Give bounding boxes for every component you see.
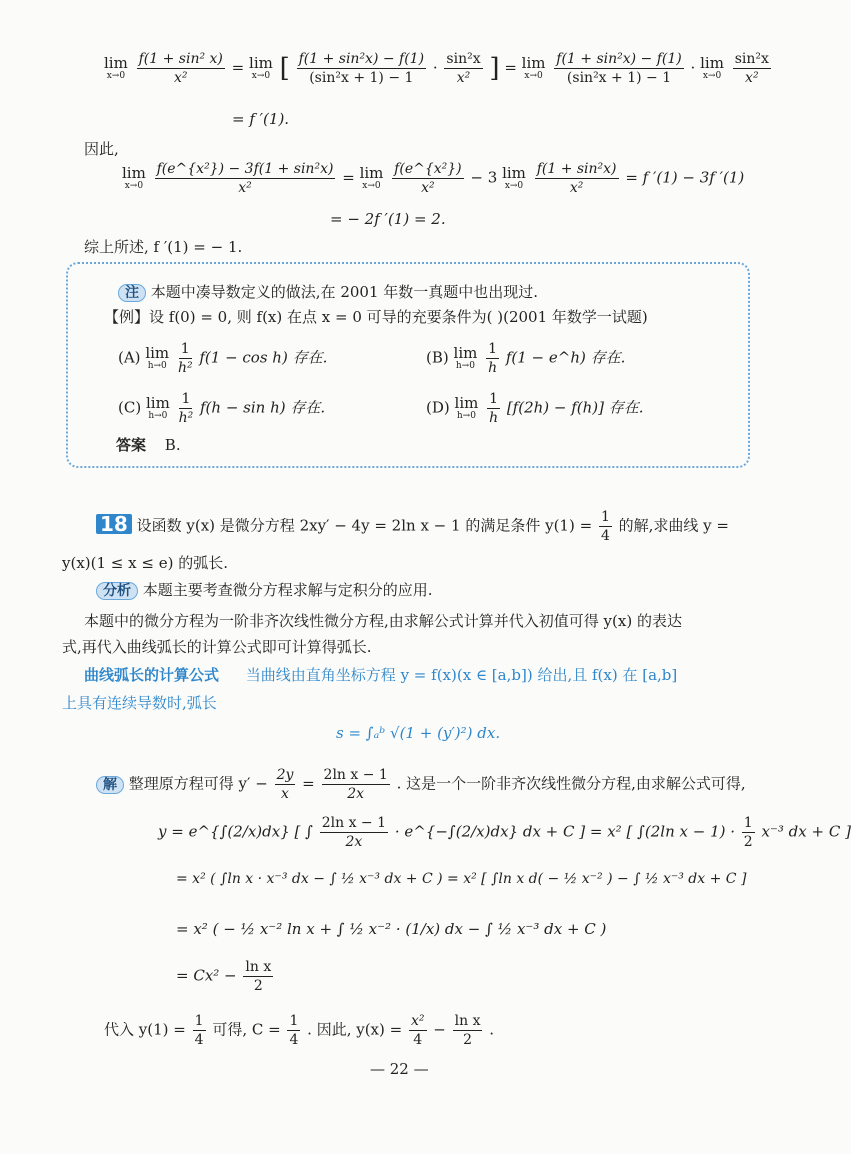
solution-line-3: = x² ( − ½ x⁻² ln x + ∫ ½ x⁻² · (1/x) dx − ∫ ½ x⁻³ dx + C ) <box>176 920 607 938</box>
analysis-para-1: 本题中的微分方程为一阶非齐次线性微分方程,由求解公式计算并代入初值可得 y(x) 的表达 <box>84 612 682 630</box>
limit-operator: lim x→0 <box>104 54 128 81</box>
option-d: (D) lim h→0 $\frac{1}{h}$ [f(2h) − f(h)] 存在. <box>426 391 644 426</box>
derivation-line-3 <box>122 162 744 195</box>
derivation-line-1 <box>104 52 773 85</box>
analysis-tag: 分析 <box>96 582 138 600</box>
solution-line-2: = x² ( ∫ln x · x⁻³ dx − ∫ ½ x⁻³ dx + C ) = x² [ ∫ln x d( − ½ x⁻² ) − ∫ ½ x⁻³ dx + C ] <box>176 871 747 887</box>
solution-line-1: y = e^{∫(2/x)dx} [ ∫ $\frac{\text{2ln x − 1}}{2x}$ · e^{−∫(2/x)dx} dx + C ] = x² [ ∫(2ln x − 1) · $\frac{1}{2}$ x⁻³ dx + C ] <box>158 815 851 850</box>
minus-three: − 3 <box>470 168 498 187</box>
fraction: $\frac{\text{sin²x}}{\text{x²}}$ <box>446 51 481 86</box>
fraction: $\frac{2y}{x}$ <box>276 767 294 802</box>
derivation-line-4: = − 2f ′(1) = 2. <box>330 210 446 228</box>
fraction: $\frac{1}{4}$ <box>194 1013 204 1048</box>
question-number: 18 <box>96 514 132 534</box>
equals: = <box>342 168 355 187</box>
fraction: $\frac{\text{sin²x}}{\text{x²}}$ <box>734 51 769 86</box>
fraction: $\frac{\text{f(1 + sin²x)}}{\text{x²}}$ <box>536 161 617 196</box>
fraction: $\frac{\text{2ln x − 1}}{2x}$ <box>323 767 388 802</box>
note-example: 【例】设 f(0) = 0, 则 f(x) 在点 x = 0 可导的充要条件为( )(2001 年数学一试题) <box>104 308 648 326</box>
fraction: $\frac{\text{f(1 + sin² x)}}{\text{x²}}$ <box>138 51 223 86</box>
limit-operator: lim h→0 <box>454 394 479 421</box>
option-b: (B) lim h→0 $\frac{1}{h}$ f(1 − e^h) 存在. <box>426 341 626 376</box>
note-header <box>118 284 538 302</box>
limit-operator: lim x→0 <box>700 54 724 81</box>
fraction: $\frac{\text{ln x}}{2}$ <box>245 959 272 994</box>
question-18-line-2: y(x)(1 ≤ x ≤ e) 的弧长. <box>62 554 228 572</box>
fraction: $\frac{\text{f(e\textasciicircum{}\{x²\}) − 3f(1 + sin²x)}}{\text{x²}}$ <box>156 161 334 196</box>
solution-tag: 解 <box>96 776 124 794</box>
arc-length-formula: s = ∫ₐᵇ √(1 + (y′)²) dx. <box>336 724 501 742</box>
bracket: ] <box>489 53 500 84</box>
fraction: $\frac{1}{2}$ <box>743 815 753 850</box>
limit-operator: lim x→0 <box>502 164 526 191</box>
answer-line: 答案 B. <box>116 436 181 454</box>
analysis-para-2: 式,再代入曲线弧长的计算公式即可计算得弧长. <box>62 638 372 656</box>
limit-operator: lim x→0 <box>521 54 546 81</box>
final-line: 代入 y(1) = $\frac{1}{4}$ 可得, C = $\frac{1}{4}$ . 因此, y(x) = $\frac{\text{x²}}{4}$ − $\frac{\text{ln x}}{2}$ . <box>104 1013 495 1048</box>
equals: = <box>504 58 517 77</box>
therefore-text: 因此, <box>84 140 119 158</box>
fraction: $\frac{\text{f(1 + sin²x) − f(1)}}{\text{(sin²x + 1) − 1}}$ <box>556 51 682 86</box>
note-text: 本题中凑导数定义的做法,在 2001 年数一真题中也出现过. <box>150 283 539 301</box>
option-a: (A) lim h→0 $\frac{1}{\text{h²}}$ f(1 − cos h) 存在. <box>118 341 328 376</box>
bracket: [ <box>279 53 290 84</box>
option-c: (C) lim h→0 $\frac{1}{\text{h²}}$ f(h − sin h) 存在. <box>118 391 326 426</box>
fraction: $\frac{\text{ln x}}{2}$ <box>454 1013 481 1048</box>
fraction: $\frac{\text{f(e\textasciicircum{}\{x²\})}}{\text{x²}}$ <box>394 161 462 196</box>
dot-operator: · <box>432 58 438 77</box>
fraction: $\frac{1}{h}$ <box>489 391 499 426</box>
result: = f ′(1) − 3f ′(1) <box>625 168 745 187</box>
fraction: $\frac{\text{f(1 + sin²x) − f(1)}}{\text{(sin²x + 1) − 1}}$ <box>298 51 425 86</box>
limit-operator: lim h→0 <box>145 344 170 371</box>
fraction: $\frac{1}{4}$ <box>600 509 610 544</box>
summary-text: 综上所述, f ′(1) = − 1. <box>84 238 243 256</box>
limit-operator: lim x→0 <box>122 164 146 191</box>
formula-line-2: 上具有连续导数时,弧长 <box>62 694 217 712</box>
limit-operator: lim h→0 <box>453 344 478 371</box>
fraction: $\frac{1}{h}$ <box>488 341 498 376</box>
question-18-line-1: 18 设函数 y(x) 是微分方程 2xy′ − 4y = 2ln x − 1 的满足条件 y(1) = $\frac{1}{4}$ 的解,求曲线 y = <box>96 510 729 543</box>
equals: = <box>231 58 245 77</box>
solution-intro: 解 整理原方程可得 y′ − $\frac{2y}{x}$ = $\frac{\text{2ln x − 1}}{2x}$ . 这是一个一阶非齐次线性微分方程,由求解公式可得, <box>96 768 746 801</box>
analysis-line: 分析 本题主要考查微分方程求解与定积分的应用. <box>96 582 433 600</box>
fraction: $\frac{\text{2ln x − 1}}{2x}$ <box>321 815 387 850</box>
note-tag: 注 <box>118 284 146 302</box>
dot-operator: · <box>690 58 696 77</box>
limit-operator: lim h→0 <box>145 394 170 421</box>
limit-operator: lim x→0 <box>249 54 273 81</box>
fraction: $\frac{1}{4}$ <box>289 1013 299 1048</box>
solution-line-4: = Cx² − $\frac{\text{ln x}}{2}$ <box>176 959 272 994</box>
page-number: — 22 — <box>370 1060 429 1078</box>
fraction: $\frac{1}{\text{h²}}$ <box>177 341 193 376</box>
fraction: $\frac{\text{x²}}{4}$ <box>410 1013 425 1048</box>
limit-operator: lim x→0 <box>359 164 384 191</box>
formula-line-1: 曲线弧长的计算公式 当曲线由直角坐标方程 y = f(x)(x ∈ [a,b]) 给出,且 f(x) 在 [a,b] <box>84 666 678 684</box>
formula-title: 曲线弧长的计算公式 <box>84 666 220 684</box>
derivation-line-2: = f ′(1). <box>232 110 290 128</box>
fraction: $\frac{1}{\text{h²}}$ <box>178 391 194 426</box>
